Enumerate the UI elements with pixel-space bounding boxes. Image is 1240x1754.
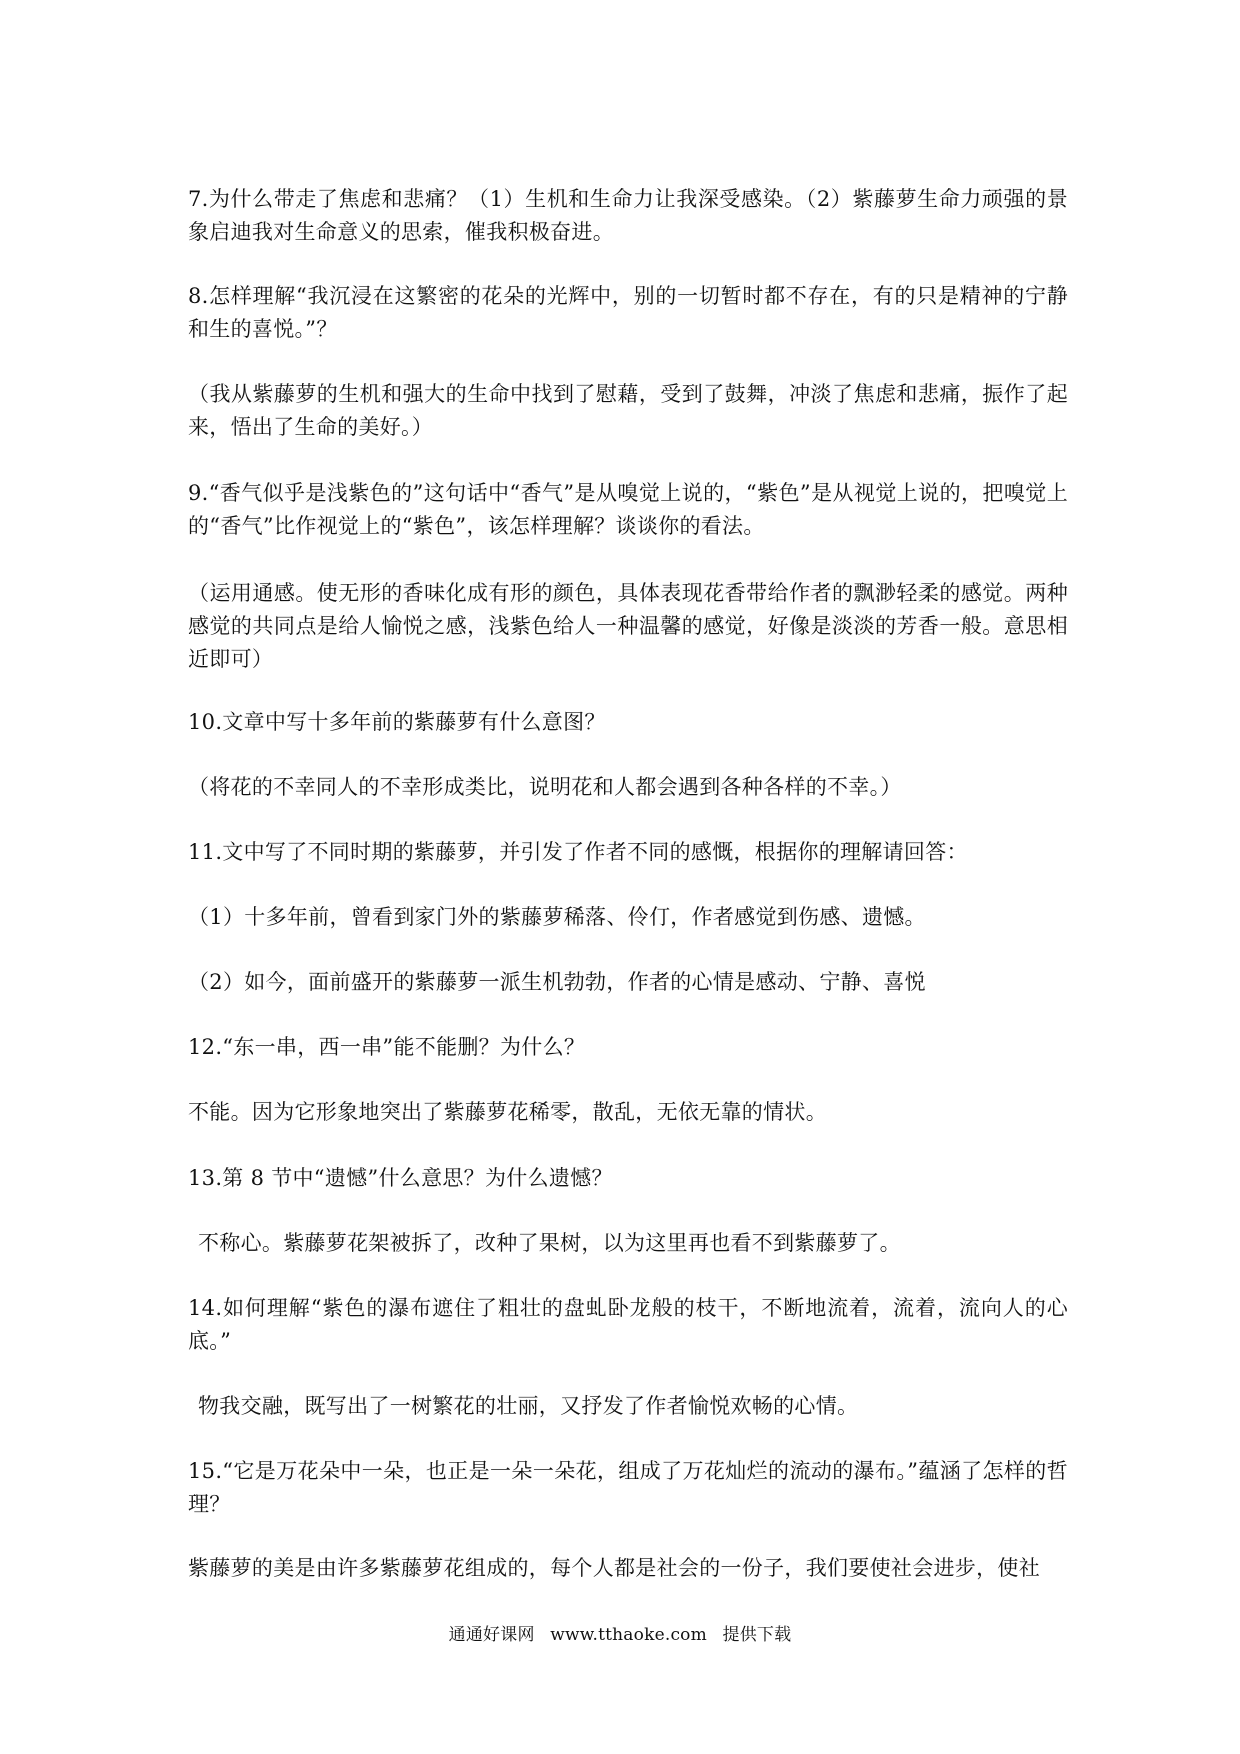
answer-10: （将花的不幸同人的不幸形成类比，说明花和人都会遇到各种各样的不幸。） [188, 775, 902, 799]
answer-8: （我从紫藤萝的生机和强大的生命中找到了慰藉，受到了鼓舞，冲淡了焦虑和悲痛，振作了起来，悟出了生命的美好。） [188, 382, 1068, 439]
question-14: 14.如何理解“紫色的瀑布遮住了粗壮的盘虬卧龙般的枝干，不断地流着，流着，流向人的心底。” [188, 1296, 1068, 1353]
question-10: 10.文章中写十多年前的紫藤萝有什么意图？ [188, 710, 606, 734]
page-footer [0, 1623, 1240, 1647]
footer-site-name: 通通好课网 [448, 1625, 535, 1645]
question-12: 12.“东一串，西一串”能不能删？为什么？ [188, 1035, 586, 1059]
answer-12: 不能。因为它形象地突出了紫藤萝花稀零，散乱，无依无靠的情状。 [188, 1100, 827, 1124]
question-15: 15.“它是万花朵中一朵，也正是一朵一朵花，组成了万花灿烂的流动的瀑布。”蕴涵了怎样的哲理？ [188, 1459, 1068, 1516]
question-9: 9.“香气似乎是浅紫色的”这句话中“香气”是从嗅觉上说的，“紫色”是从视觉上说的，把嗅觉上的“香气”比作视觉上的“紫色”，该怎样理解？谈谈你的看法。 [188, 481, 1068, 538]
question-13: 13.第 8 节中“遗憾”什么意思？为什么遗憾？ [188, 1166, 613, 1190]
answer-9: （运用通感。使无形的香味化成有形的颜色，具体表现花香带给作者的飘渺轻柔的感觉。两种感觉的共同点是给人愉悦之感，浅紫色给人一种温馨的感觉，好像是淡淡的芳香一般。意思相近即可） [188, 581, 1068, 671]
answer-13: 不称心。紫藤萝花架被拆了，改种了果树，以为这里再也看不到紫藤萝了。 [198, 1231, 901, 1255]
document-body [188, 183, 1068, 1585]
question-8: 8.怎样理解“我沉浸在这繁密的花朵的光辉中，别的一切暂时都不存在，有的只是精神的宁静和生的喜悦。”？ [188, 284, 1068, 341]
footer-suffix: 提供下载 [722, 1625, 792, 1645]
question-7: 7.为什么带走了焦虑和悲痛？（1）生机和生命力让我深受感染。（2）紫藤萝生命力顽强的景象启迪我对生命意义的思索，催我积极奋进。 [188, 187, 1068, 244]
footer-url: www.tthaoke.com [550, 1625, 707, 1645]
answer-14: 物我交融，既写出了一树繁花的壮丽，又抒发了作者愉悦欢畅的心情。 [198, 1394, 859, 1418]
answer-11-part-2: （2）如今，面前盛开的紫藤萝一派生机勃勃，作者的心情是感动、宁静、喜悦 [188, 970, 926, 994]
answer-15: 紫藤萝的美是由许多紫藤萝花组成的，每个人都是社会的一份子，我们要使社会进步，使社 [188, 1556, 1040, 1580]
answer-11-part-1: （1）十多年前，曾看到家门外的紫藤萝稀落、伶仃，作者感觉到伤感、遗憾。 [188, 905, 926, 929]
question-11: 11.文中写了不同时期的紫藤萝，并引发了作者不同的感慨，根据你的理解请回答： [188, 840, 968, 864]
